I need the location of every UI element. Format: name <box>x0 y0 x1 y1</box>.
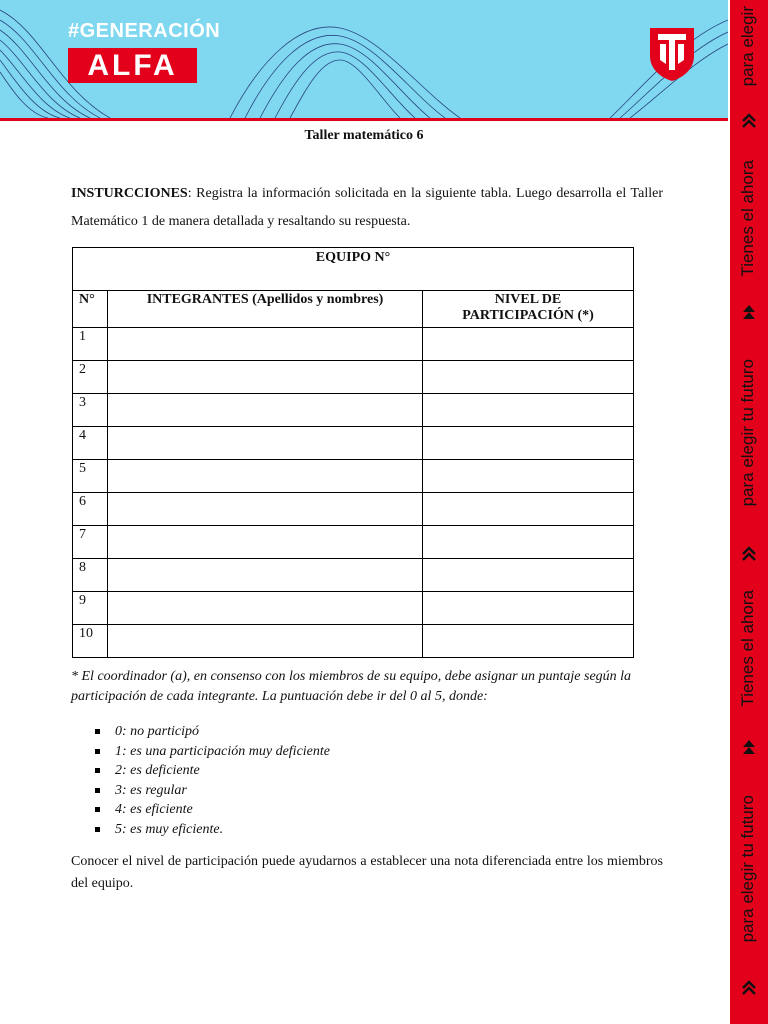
participation-level-cell[interactable] <box>423 427 634 460</box>
table-row <box>73 361 634 394</box>
row-number: 9 <box>73 592 108 625</box>
list-item: 1: es una participación muy deficiente <box>95 742 330 762</box>
list-item: 3: es regular <box>95 781 330 801</box>
member-name-cell[interactable] <box>108 592 423 625</box>
arrow-up-icon <box>740 303 758 321</box>
participation-level-cell[interactable] <box>423 526 634 559</box>
table-row <box>73 394 634 427</box>
row-number: 6 <box>73 493 108 526</box>
brand-label: ALFA <box>87 48 178 82</box>
strip-phrase: para elegir tu futuro <box>738 794 757 943</box>
table-row <box>73 592 634 625</box>
participation-level-cell[interactable] <box>423 625 634 658</box>
table-row <box>73 625 634 658</box>
instructions-label: INSTURCCIONES <box>71 186 188 201</box>
participation-level-cell[interactable] <box>423 328 634 361</box>
member-name-cell[interactable] <box>108 559 423 592</box>
participation-level-cell[interactable] <box>423 460 634 493</box>
table-header-row <box>73 291 634 328</box>
arrow-up-icon <box>740 738 758 756</box>
header-divider <box>0 118 728 121</box>
member-name-cell[interactable] <box>108 361 423 394</box>
instructions <box>71 180 663 236</box>
page-title: Taller matemático 6 <box>304 128 424 143</box>
member-name-cell[interactable] <box>108 427 423 460</box>
member-name-cell[interactable] <box>108 394 423 427</box>
member-name-cell[interactable] <box>108 328 423 361</box>
team-number-header[interactable]: EQUIPO N° <box>73 248 634 291</box>
member-name-cell[interactable] <box>108 526 423 559</box>
col-members-header: INTEGRANTES (Apellidos y nombres) <box>108 291 423 328</box>
table-row <box>73 526 634 559</box>
row-number: 4 <box>73 427 108 460</box>
strip-phrase: Tienes el ahora <box>738 159 757 277</box>
table-row <box>73 460 634 493</box>
member-name-cell[interactable] <box>108 493 423 526</box>
col-level-header: NIVEL DE PARTICIPACIÓN (*) <box>423 291 634 328</box>
table-row <box>73 427 634 460</box>
list-item: 5: es muy eficiente. <box>95 820 330 840</box>
table-row <box>73 559 634 592</box>
table-row <box>73 328 634 361</box>
member-name-cell[interactable] <box>108 460 423 493</box>
row-number: 3 <box>73 394 108 427</box>
chevron-up-icon <box>740 544 758 562</box>
instructions-text: : Registra la información solicitada en la siguiente tabla. Luego desarrolla el Taller Matemático 1 de manera detallada y resaltando su respuesta. <box>71 186 663 229</box>
coordinator-note: * El coordinador (a), en consenso con los miembros de su equipo, debe asignar un puntaje según la participación de cada integrante. La puntuación debe ir del 0 al 5, donde: <box>71 669 632 704</box>
participation-level-cell[interactable] <box>423 361 634 394</box>
member-name-cell[interactable] <box>108 625 423 658</box>
col-number-header: N° <box>73 291 108 328</box>
row-number: 2 <box>73 361 108 394</box>
participation-level-cell[interactable] <box>423 559 634 592</box>
row-number: 1 <box>73 328 108 361</box>
row-number: 10 <box>73 625 108 658</box>
participation-level-cell[interactable] <box>423 394 634 427</box>
participation-level-cell[interactable] <box>423 493 634 526</box>
chevron-up-icon <box>740 111 758 129</box>
list-item: 0: no participó <box>95 722 330 742</box>
strip-phrase: para elegir <box>738 5 757 87</box>
row-number: 5 <box>73 460 108 493</box>
strip-phrase: para elegir tu futuro <box>738 358 757 507</box>
table-row <box>73 493 634 526</box>
participation-level-cell[interactable] <box>423 592 634 625</box>
university-shield-icon <box>648 26 696 82</box>
strip-phrase: Tienes el ahora <box>738 589 757 707</box>
participation-levels-list <box>95 722 330 839</box>
brand-badge <box>68 48 197 83</box>
conclusion-paragraph: Conocer el nivel de participación puede ayudarnos a establecer una nota diferenciada entre los miembros del equipo. <box>71 854 663 891</box>
team-table <box>72 247 634 658</box>
chevron-up-icon <box>740 978 758 996</box>
hashtag-title: #GENERACIÓN <box>68 20 221 42</box>
row-number: 8 <box>73 559 108 592</box>
row-number: 7 <box>73 526 108 559</box>
list-item: 4: es eficiente <box>95 800 330 820</box>
list-item: 2: es deficiente <box>95 761 330 781</box>
header-banner <box>0 0 728 118</box>
